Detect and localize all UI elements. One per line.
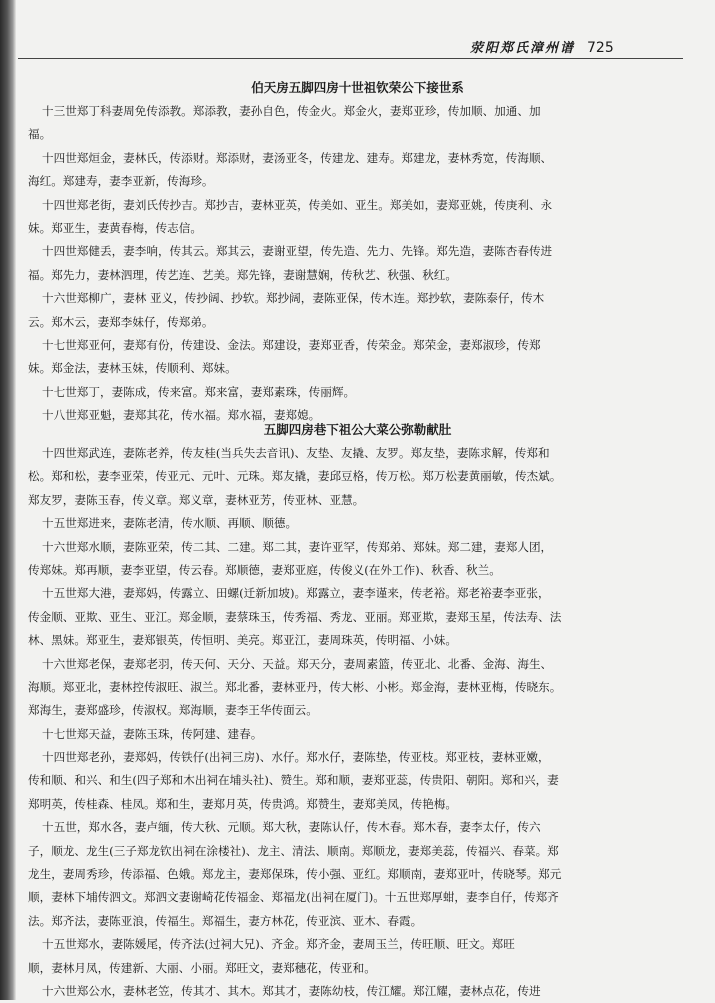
section-2-title: 五脚四房巷下祖公大菜公弥勒献肚: [263, 422, 452, 437]
text-line: 法。郑齐法，妻陈亚浪，传福生。郑福生，妻方林花，传亚滨、亚木、春霞。: [28, 913, 423, 928]
text-line: 十五世郑进来，妻陈老清，传水顺、再顺、顺德。: [42, 516, 298, 531]
text-line: 十七世郑天益，妻陈玉珠，传阿建、建春。: [42, 726, 263, 741]
text-line: 十三世郑丁科妻周免传添教。郑添教，妻孙自色，传金火。郑金火，妻郑亚珍，传加顺、加通、加: [42, 104, 541, 118]
text-line: 十五世郑大港，妻郑妈，传露立、田螺(迁新加坡)。郑露立，妻李谨来，传老裕。郑老裕妻李亚张，: [42, 586, 550, 601]
text-line: 顺，妻林下埔传泗文。郑泗文妻谢崎花传福金、郑福龙(出祠在厦门)。十五世郑厚蚶，妻李自仔，传郑齐: [28, 890, 559, 905]
text-line: 子，顺龙、龙生(三子郑龙钦出祠在涂楼社)、龙主、清法、顺南。郑顺龙，妻郑美蕊，传福兴、春菜。郑: [28, 843, 559, 858]
text-line: 十六世郑公水，妻林老笠，传其才、其木。郑其才，妻陈幼枝，传江耀。郑江耀，妻林点花，传进: [42, 983, 541, 998]
text-line: 十五世郑水，妻陈媛尾，传齐法(过祠大兄)、齐金。郑齐金，妻周玉兰，传旺顺、旺文。郑旺: [42, 937, 515, 952]
book-binding-shadow: [0, 0, 16, 1000]
text-line: 龙生，妻周秀珍，传添福、色娥。郑龙主，妻郑保珠，传小强、亚红。郑顺南，妻郑亚叶，传晓琴。郑元: [28, 867, 562, 882]
section-1-title: 伯天房五脚四房十世祖钦荣公下接世系: [251, 80, 464, 95]
text-line: 妹。郑金法，妻林玉妹，传顺利、郑妹。: [28, 361, 237, 376]
text-line: 郑友罗，妻陈玉春，传义章。郑义章，妻林亚芳，传亚林、亚慧。: [28, 492, 365, 507]
text-line: 十四世郑烜金，妻林氏，传添财。郑添财，妻汤亚冬，传建龙、建寿。郑建龙，妻林秀宽，传海顺、: [42, 150, 553, 165]
text-line: 顺，妻林月凤，传建新、大丽、小丽。郑旺文，妻郑穗花，传亚和。: [28, 960, 376, 975]
section-1: [20, 80, 695, 427]
text-line: 云。郑木云，妻郑李妹仔，传郑弟。: [28, 314, 214, 329]
section-2-body: [20, 442, 695, 1003]
text-line: 十八世郑亚魁，妻郑其花，传水福。郑水福，妻郑媳。: [42, 408, 321, 423]
text-line: 郑海生，妻郑盛珍，传淑权。郑海顺，妻李王华传面云。: [28, 703, 318, 718]
text-line: 十四世郑老孙，妻郑妈，传铁仔(出祠三房)、水仔。郑水仔，妻陈垫，传亚枝。郑亚枝，妻林亚嫩，: [42, 750, 550, 765]
text-line: 传和顺、和兴、和生(四子郑和木出祠在埔头社)、赞生。郑和顺，妻郑亚蕊，传贵阳、朝阳。郑和兴，妻: [28, 773, 559, 788]
text-line: 郑明英，传桂森、桂凤。郑和生，妻郑月英，传贵鸿。郑赞生，妻郑美凤，传艳梅。: [28, 796, 457, 811]
text-line: 松。郑和松，妻李亚荣，传亚元、元叶、元珠。郑友撬，妻邱豆格，传万松。郑万松妻黄丽敏，传杰斌。: [28, 469, 562, 484]
text-line: 十四世郑健丢，妻李响，传其云。郑其云，妻谢亚望，传先造、先力、先锋。郑先造，妻陈杏春传进: [42, 244, 553, 259]
text-line: 传金顺、亚欺、亚生、亚江。郑金顺，妻蔡珠玉，传秀福、秀龙、亚丽。郑亚欺，妻郑玉星，传法寿、法: [28, 609, 562, 624]
section-2: [20, 422, 695, 1003]
text-line: 十四世郑武连，妻陈老养，传友桂(当兵失去音讯)、友垫、友撬、友罗。郑友垫，妻陈求解，传郑和: [42, 446, 550, 460]
page-header: [470, 34, 680, 56]
text-line: 十六世郑老保，妻郑老羽，传天何、天分、天益。郑天分，妻周素篮，传亚北、北番、金海、海生、: [42, 656, 553, 671]
text-line: 福。郑先力，妻林泗理，传艺连、艺美。郑先锋，妻谢慧娴，传秋艺、秋强、秋红。: [28, 267, 457, 282]
section-1-body: [20, 100, 695, 427]
text-line: 十六世郑水顺，妻陈亚荣，传二其、二建。郑二其，妻许亚罕，传郑弟、郑妹。郑二建，妻郑人团，: [42, 539, 553, 554]
text-line: 海顺。郑亚北，妻林控传淑旺、淑兰。郑北番，妻林亚丹，传大彬、小彬。郑金海，妻林亚梅，传晓东。: [28, 679, 562, 694]
text-line: 传郑妹。郑再顺，妻李亚望，传云春。郑顺德，妻郑亚庭，传俊义(在外工作)、秋香、秋兰。: [28, 562, 501, 577]
text-line: 十四世郑老街，妻刘氏传抄吉。郑抄吉，妻林亚英，传美如、亚生。郑美如，妻郑亚姚，传庚利、永: [42, 197, 553, 212]
text-line: 海红。郑建寿，妻李亚新，传海珍。: [28, 174, 214, 189]
text-line: 十五世，郑水各，妻卢缅，传大秋、元顺。郑大秋，妻陈认仔，传木春。郑木春，妻李太仔，传六: [42, 820, 541, 835]
text-line: 十七世郑丁，妻陈成，传来富。郑来富，妻郑素珠，传丽辉。: [42, 384, 356, 399]
text-line: 十七世郑亚何，妻郑有份，传建设、金法。郑建设，妻郑亚香，传荣金。郑荣金，妻郑淑珍，传郑: [42, 337, 541, 352]
text-line: 福。: [28, 127, 52, 142]
text-line: 十六世郑柳广，妻林 亚义，传抄阔、抄软。郑抄阔，妻陈亚保，传木连。郑抄软，妻陈泰仔，传木: [42, 291, 545, 306]
header-rule: [18, 58, 683, 59]
page-number: 725: [587, 40, 614, 56]
running-title: 荥阳郑氏漳州谱: [470, 41, 576, 56]
text-line: 妹。郑亚生，妻黄春梅，传志信。: [28, 220, 202, 235]
text-line: 林、黑妹。郑亚生，妻郑银英，传恒明、美亮。郑亚江，妻周珠英，传明福、小妹。: [28, 633, 457, 648]
